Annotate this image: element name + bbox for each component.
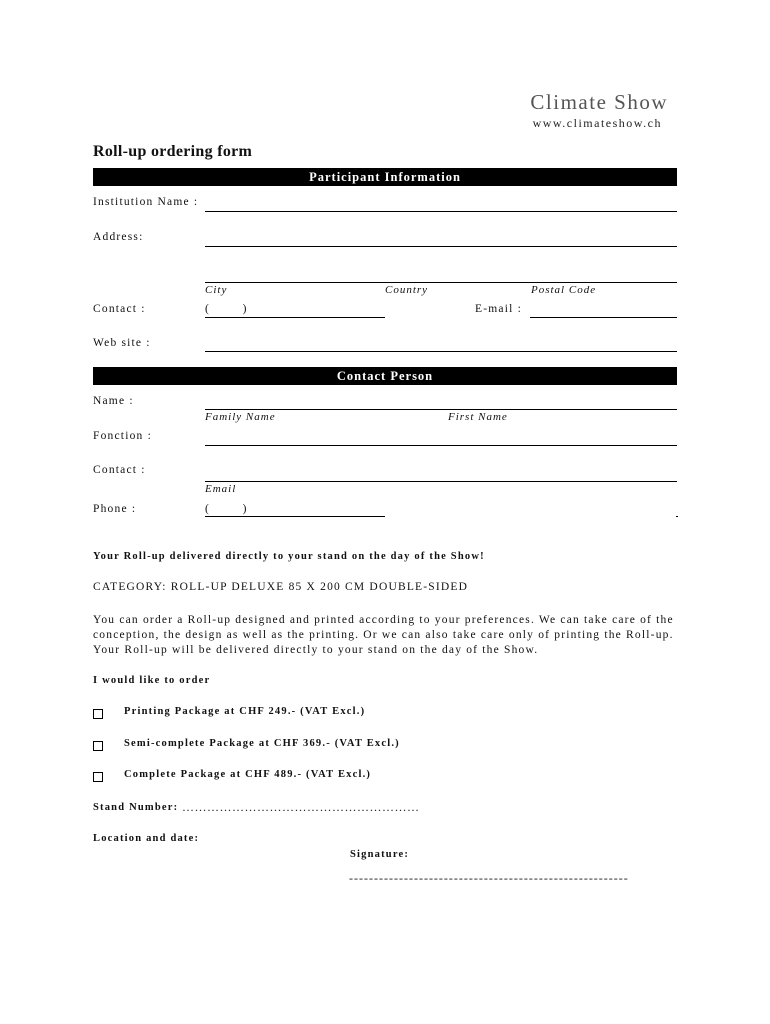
- email-label: E-mail :: [475, 303, 522, 315]
- contact-person-contact-label: Contact :: [93, 464, 146, 476]
- complete-package-checkbox[interactable]: [93, 772, 103, 782]
- participant-section-header: Participant Information: [93, 168, 677, 186]
- signature-label: Signature:: [350, 849, 410, 860]
- postal-code-label: Postal Code: [531, 284, 597, 296]
- contact-label: Contact :: [93, 303, 146, 315]
- city-label: City: [205, 284, 228, 296]
- stand-number-field[interactable]: …………………………………………………: [182, 800, 420, 814]
- name-label: Name :: [93, 395, 134, 407]
- family-name-label: Family Name: [205, 411, 276, 423]
- fonction-field[interactable]: [205, 445, 677, 446]
- printing-package-checkbox[interactable]: [93, 709, 103, 719]
- website-url: www.climateshow.ch: [532, 116, 662, 130]
- address-label: Address:: [93, 231, 144, 243]
- address-field-line-2[interactable]: [205, 282, 677, 283]
- form-title: Roll-up ordering form: [93, 143, 253, 160]
- first-name-label: First Name: [448, 411, 508, 423]
- name-field[interactable]: [205, 409, 677, 410]
- address-field-line-1[interactable]: [205, 246, 677, 247]
- website-field[interactable]: [205, 351, 677, 352]
- semi-complete-package-label: Semi-complete Package at CHF 369.- (VAT Excl.): [124, 738, 400, 749]
- fonction-label: Fonction :: [93, 430, 152, 442]
- complete-package-label: Complete Package at CHF 489.- (VAT Excl.): [124, 769, 372, 780]
- category-text: CATEGORY: ROLL-UP DELUXE 85 X 200 CM DOUBLE-SIDED: [93, 581, 469, 593]
- phone-prefix: ( ): [205, 303, 248, 315]
- website-label: Web site :: [93, 337, 151, 349]
- contact-person-phone-field[interactable]: [205, 516, 385, 517]
- email-field[interactable]: [530, 317, 677, 318]
- printing-package-label: Printing Package at CHF 249.- (VAT Excl.): [124, 706, 366, 717]
- phone-label: Phone :: [93, 503, 137, 515]
- delivery-headline: Your Roll-up delivered directly to your stand on the day of the Show!: [93, 551, 485, 562]
- contact-person-phone-prefix: ( ): [205, 503, 248, 515]
- location-date-label: Location and date:: [93, 833, 200, 844]
- country-label: Country: [385, 284, 429, 296]
- contact-person-section-header: Contact Person: [93, 367, 677, 385]
- signature-line[interactable]: --------------------------------------------------------: [349, 871, 629, 885]
- stand-number-label: Stand Number:: [93, 802, 179, 813]
- semi-complete-package-checkbox[interactable]: [93, 741, 103, 751]
- stray-mark: [676, 516, 678, 517]
- contact-person-email-field[interactable]: [205, 481, 677, 482]
- contact-person-email-label: Email: [205, 483, 237, 495]
- brand-title: Climate Show: [530, 90, 668, 114]
- order-heading: I would like to order: [93, 675, 211, 686]
- institution-label: Institution Name :: [93, 196, 199, 208]
- institution-field[interactable]: [205, 211, 677, 212]
- contact-phone-field[interactable]: [205, 317, 385, 318]
- description-paragraph: You can order a Roll-up designed and printed according to your preferences. We can take care of the conception, the design as well as the printing. Or we can also take care only of printing the Roll-up. Your Roll-up will be delivered directly to your stand on the day of the Show.: [93, 614, 674, 656]
